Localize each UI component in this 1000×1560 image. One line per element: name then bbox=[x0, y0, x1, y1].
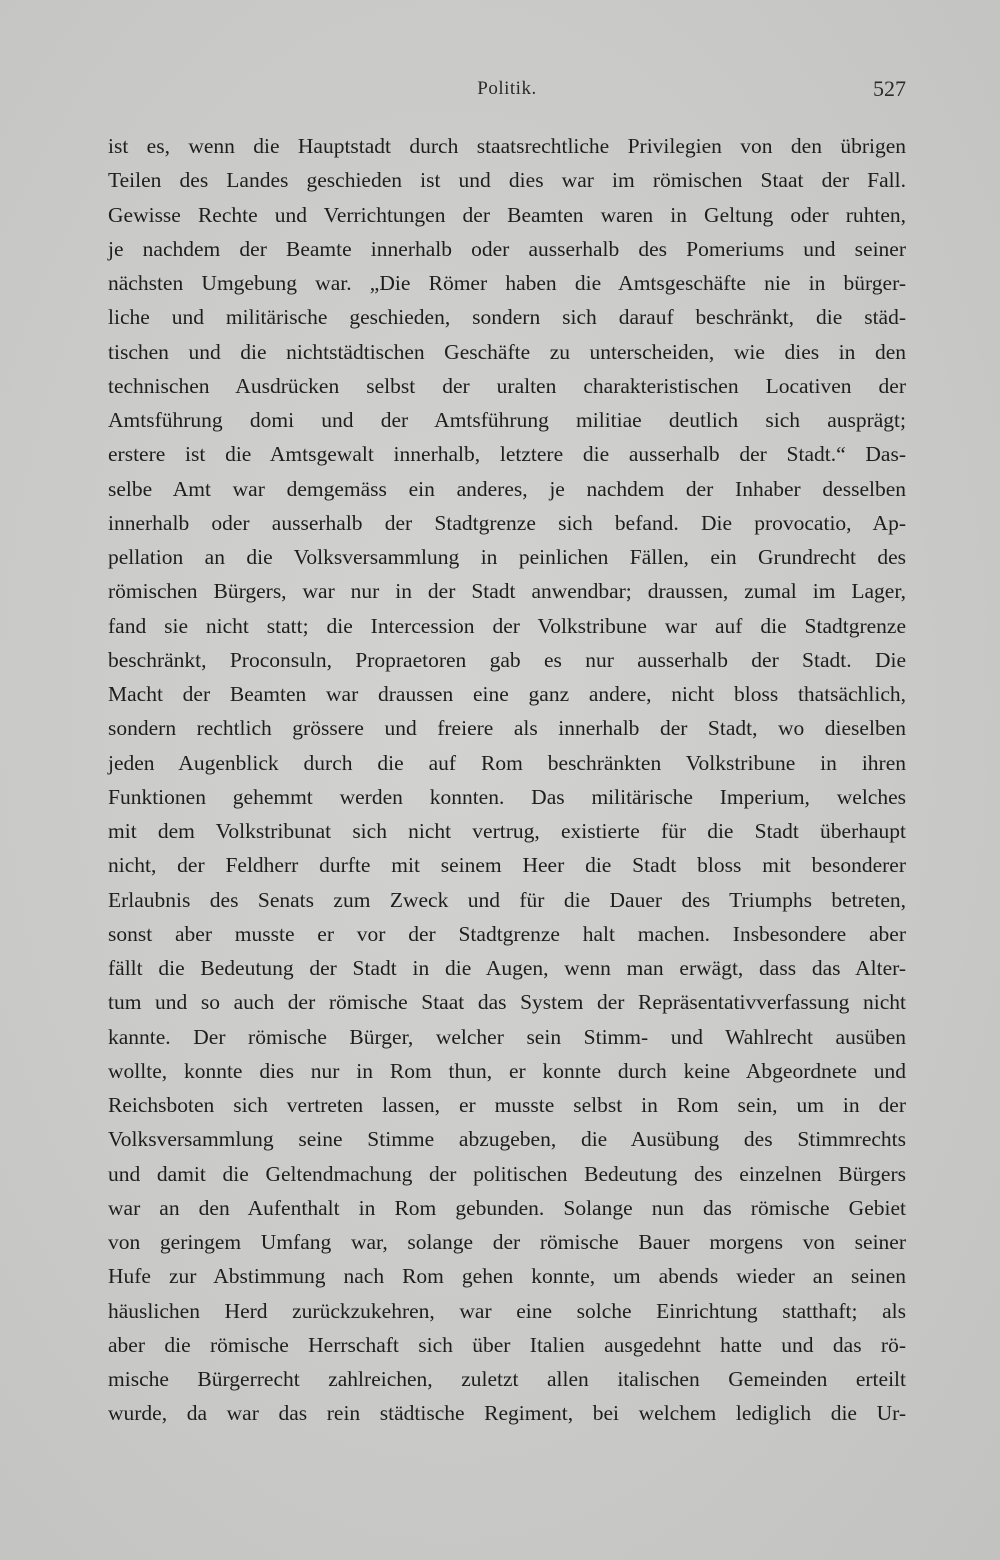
text-line: tum und so auch der römische Staat das System der Repräsentativverfassung nicht bbox=[108, 990, 906, 1015]
text-line: häuslichen Herd zurückzukehren, war eine solche Einrichtung statthaft; als bbox=[108, 1298, 906, 1323]
text-line: Amtsführung domi und der Amtsführung militiae deutlich sich ausprägt; bbox=[108, 408, 906, 432]
text-line: innerhalb oder ausserhalb der Stadtgrenze sich befand. Die provocatio, Ap- bbox=[108, 510, 906, 535]
text-line: fand sie nicht statt; die Intercession der Volkstribune war auf die Stadtgrenze bbox=[108, 613, 906, 638]
text-line: von geringem Umfang war, solange der römische Bauer morgens von seiner bbox=[108, 1230, 906, 1254]
text-line: jeden Augenblick durch die auf Rom beschränkten Volkstribune in ihren bbox=[108, 750, 906, 775]
text-line: sondern rechtlich grössere und freiere als innerhalb der Stadt, wo dieselben bbox=[108, 716, 906, 741]
text-line: wollte, konnte dies nur in Rom thun, er konnte durch keine Abgeordnete und bbox=[108, 1058, 906, 1083]
text-line: mit dem Volkstribunat sich nicht vertrug, existierte für die Stadt überhaupt bbox=[108, 819, 906, 843]
text-line: nächsten Umgebung war. „Die Römer haben die Amtsgeschäfte nie in bürger- bbox=[108, 271, 906, 295]
text-line: Macht der Beamten war draussen eine ganz andere, nicht bloss thatsächlich, bbox=[108, 682, 906, 706]
text-line: liche und militärische geschieden, sondern sich darauf beschränkt, die städ- bbox=[108, 305, 906, 330]
text-line: tischen und die nichtstädtischen Geschäfte zu unterscheiden, wie dies in den bbox=[108, 339, 906, 364]
text-line: erstere ist die Amtsgewalt innerhalb, letztere die ausserhalb der Stadt.“ Das- bbox=[108, 442, 906, 467]
text-line: römischen Bürgers, war nur in der Stadt anwendbar; draussen, zumal im Lager, bbox=[108, 579, 906, 604]
text-line: Erlaubnis des Senats zum Zweck und für die Dauer des Triumphs betreten, bbox=[108, 887, 906, 912]
text-line: Gewisse Rechte und Verrichtungen der Beamten waren in Geltung oder ruhten, bbox=[108, 202, 906, 227]
text-line: fällt die Bedeutung der Stadt in die Augen, wenn man erwägt, dass das Alter- bbox=[108, 956, 906, 980]
text-line: Funktionen gehemmt werden konnten. Das militärische Imperium, welches bbox=[108, 784, 906, 809]
text-line: Reichsboten sich vertreten lassen, er musste selbst in Rom sein, um in der bbox=[108, 1093, 906, 1117]
text-line: und damit die Geltendmachung der politischen Bedeutung des einzelnen Bürgers bbox=[108, 1161, 906, 1186]
text-line: mische Bürgerrecht zahlreichen, zuletzt allen italischen Gemeinden erteilt bbox=[108, 1367, 906, 1391]
text-line: Teilen des Landes geschieden ist und dies war im römischen Staat der Fall. bbox=[108, 168, 906, 193]
text-line: technischen Ausdrücken selbst der uralten charakteristischen Locativen der bbox=[108, 373, 906, 398]
text-line: sonst aber musste er vor der Stadtgrenze halt machen. Insbesondere aber bbox=[108, 921, 906, 946]
text-line: aber die römische Herrschaft sich über Italien ausgedehnt hatte und das rö- bbox=[108, 1332, 906, 1357]
text-line: Hufe zur Abstimmung nach Rom gehen konnte, um abends wieder an seinen bbox=[108, 1264, 906, 1289]
text-line: je nachdem der Beamte innerhalb oder ausserhalb des Pomeriums und seiner bbox=[108, 236, 906, 261]
text-line: selbe Amt war demgemäss ein anderes, je nachdem der Inhaber desselben bbox=[108, 476, 906, 501]
text-line: pellation an die Volksversammlung in peinlichen Fällen, ein Grundrecht des bbox=[108, 545, 906, 569]
text-line: kannte. Der römische Bürger, welcher sein Stimm- und Wahlrecht ausüben bbox=[108, 1024, 906, 1049]
text-line: nicht, der Feldherr durfte mit seinem Heer die Stadt bloss mit besonderer bbox=[108, 853, 906, 878]
text-line: Volksversammlung seine Stimme abzugeben, die Ausübung des Stimmrechts bbox=[108, 1127, 906, 1152]
running-head-title: Politik. bbox=[477, 78, 537, 99]
page-number: 527 bbox=[873, 76, 906, 101]
text-line: wurde, da war das rein städtische Regiment, bei welchem lediglich die Ur- bbox=[108, 1401, 906, 1426]
body-text bbox=[108, 129, 906, 1431]
running-head bbox=[108, 74, 906, 104]
text-line: war an den Aufenthalt in Rom gebunden. Solange nun das römische Gebiet bbox=[108, 1195, 906, 1220]
text-line: ist es, wenn die Hauptstadt durch staatsrechtliche Privilegien von den übrigen bbox=[108, 134, 906, 158]
text-line: beschränkt, Proconsuln, Propraetoren gab es nur ausserhalb der Stadt. Die bbox=[108, 647, 906, 672]
